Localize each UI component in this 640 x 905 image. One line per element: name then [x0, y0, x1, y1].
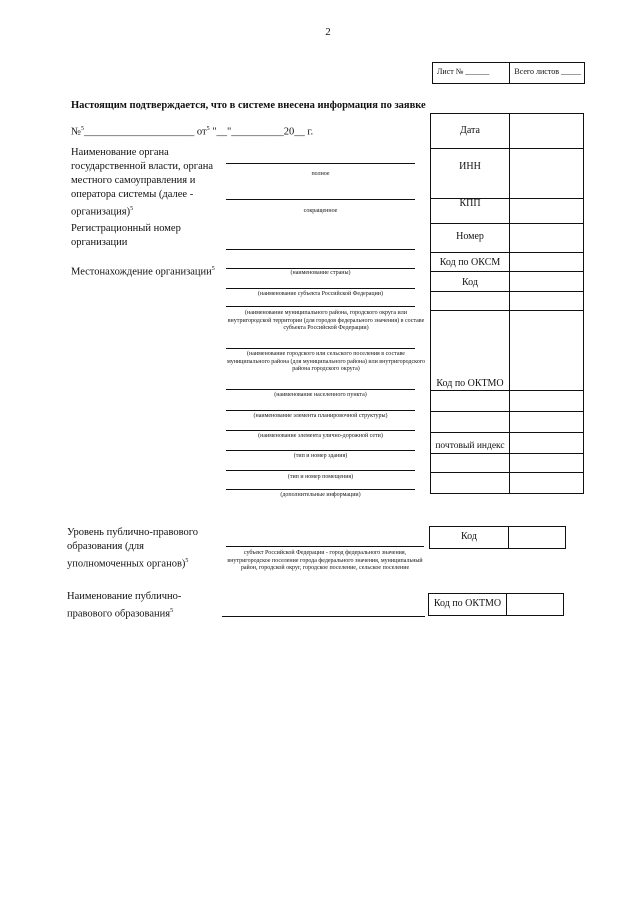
- oksm-label: Код по ОКСМ: [439, 257, 501, 268]
- org-short-caption: сокращенное: [303, 208, 338, 214]
- country-line[interactable]: [226, 268, 415, 269]
- org-full-name-line[interactable]: [226, 163, 415, 164]
- sheet-number-field[interactable]: Лист № ______: [433, 63, 510, 83]
- public-level-label: Уровень публично-правового образования (для уполномоченных органов)$^5$: [67, 527, 199, 570]
- inn-label: ИНН: [459, 161, 481, 172]
- kpp-label: КПП: [459, 198, 481, 209]
- municipal-line[interactable]: [226, 306, 415, 307]
- location-caption-7: (тип и номер здания): [293, 453, 348, 459]
- number-label: Номер: [456, 231, 484, 242]
- public-level-code-box: [429, 526, 566, 549]
- location-caption-5: (наименование элемента планировочной структуры): [253, 413, 388, 419]
- locality-line[interactable]: [226, 389, 415, 390]
- request-from-label: от: [196, 126, 207, 138]
- location-caption-9: (дополнительные информации): [280, 492, 361, 498]
- public-name-line[interactable]: [222, 616, 425, 617]
- code-label: Код: [462, 277, 478, 288]
- public-name-label: Наименование публично-правового образования$^5$: [67, 591, 182, 620]
- street-line[interactable]: [226, 430, 415, 431]
- public-level-code-label: Код: [461, 531, 477, 542]
- public-name-oktmo-label: Код по ОКТМО: [433, 598, 502, 609]
- org-name-label: Наименование органа государственной власти, органа местного самоуправления и оператора системы (далее - организация)$^5$: [71, 147, 214, 218]
- public-name-oktmo-box: [428, 593, 564, 616]
- reg-number-line[interactable]: [226, 249, 415, 250]
- settlement-line[interactable]: [226, 348, 415, 349]
- location-caption-4: (наименование населенного пункта): [274, 392, 367, 398]
- request-line: №$^5$_____________________ $от^5$ "__"__________20__ г.: [71, 126, 314, 138]
- region-line[interactable]: [226, 288, 415, 289]
- location-caption-6: (наименование элемента улично-дорожной сети): [258, 433, 383, 439]
- page-number: 2: [325, 26, 331, 38]
- location-caption-2: (наименование муниципального района, городского округа или внутригородской территории (для городов федерального значения) в составе субъекта Российской Федерации): [227, 310, 425, 331]
- location-caption-1: (наименование субъекта Российской Федерации): [257, 291, 384, 297]
- request-number-prefix: №: [71, 126, 82, 138]
- location-caption-3: (наименование городского или сельского поселения в составе муниципального района (для муниципального района) или внутригородского района городского округа): [226, 351, 426, 372]
- location-label: Местонахождение организации$^5$: [71, 266, 215, 278]
- public-level-line[interactable]: [226, 546, 424, 547]
- codes-grid: [430, 113, 584, 494]
- location-caption-8: (тип и номер помещения): [287, 474, 354, 480]
- sheet-counter-box: [432, 62, 585, 84]
- public-level-caption: субъект Российской Федерации - город федерального значения, внутригородское поселение города федерального значения, муниципальный район, городской округ, городское поселение, сельское поселение: [227, 550, 423, 571]
- org-full-caption: полное: [311, 171, 330, 177]
- location-caption-0: (наименование страны): [290, 270, 351, 276]
- planning-line[interactable]: [226, 410, 415, 411]
- reg-number-label: Регистрационный номер организации: [71, 223, 181, 248]
- date-label: Дата: [460, 125, 480, 136]
- additional-line[interactable]: [226, 489, 415, 490]
- request-number-field[interactable]: _____________________: [84, 126, 195, 138]
- room-line[interactable]: [226, 470, 415, 471]
- page-title: Настоящим подтверждается, что в системе внесена информация по заявке: [71, 100, 426, 111]
- total-sheets-field[interactable]: Всего листов _____: [514, 67, 581, 76]
- building-line[interactable]: [226, 450, 415, 451]
- org-short-name-line[interactable]: [226, 199, 415, 200]
- request-date-field[interactable]: "__"__________20__ г.: [212, 126, 314, 138]
- postal-index-label: почтовый индекс: [435, 441, 505, 451]
- oktmo-label: Код по ОКТМО: [436, 378, 504, 389]
